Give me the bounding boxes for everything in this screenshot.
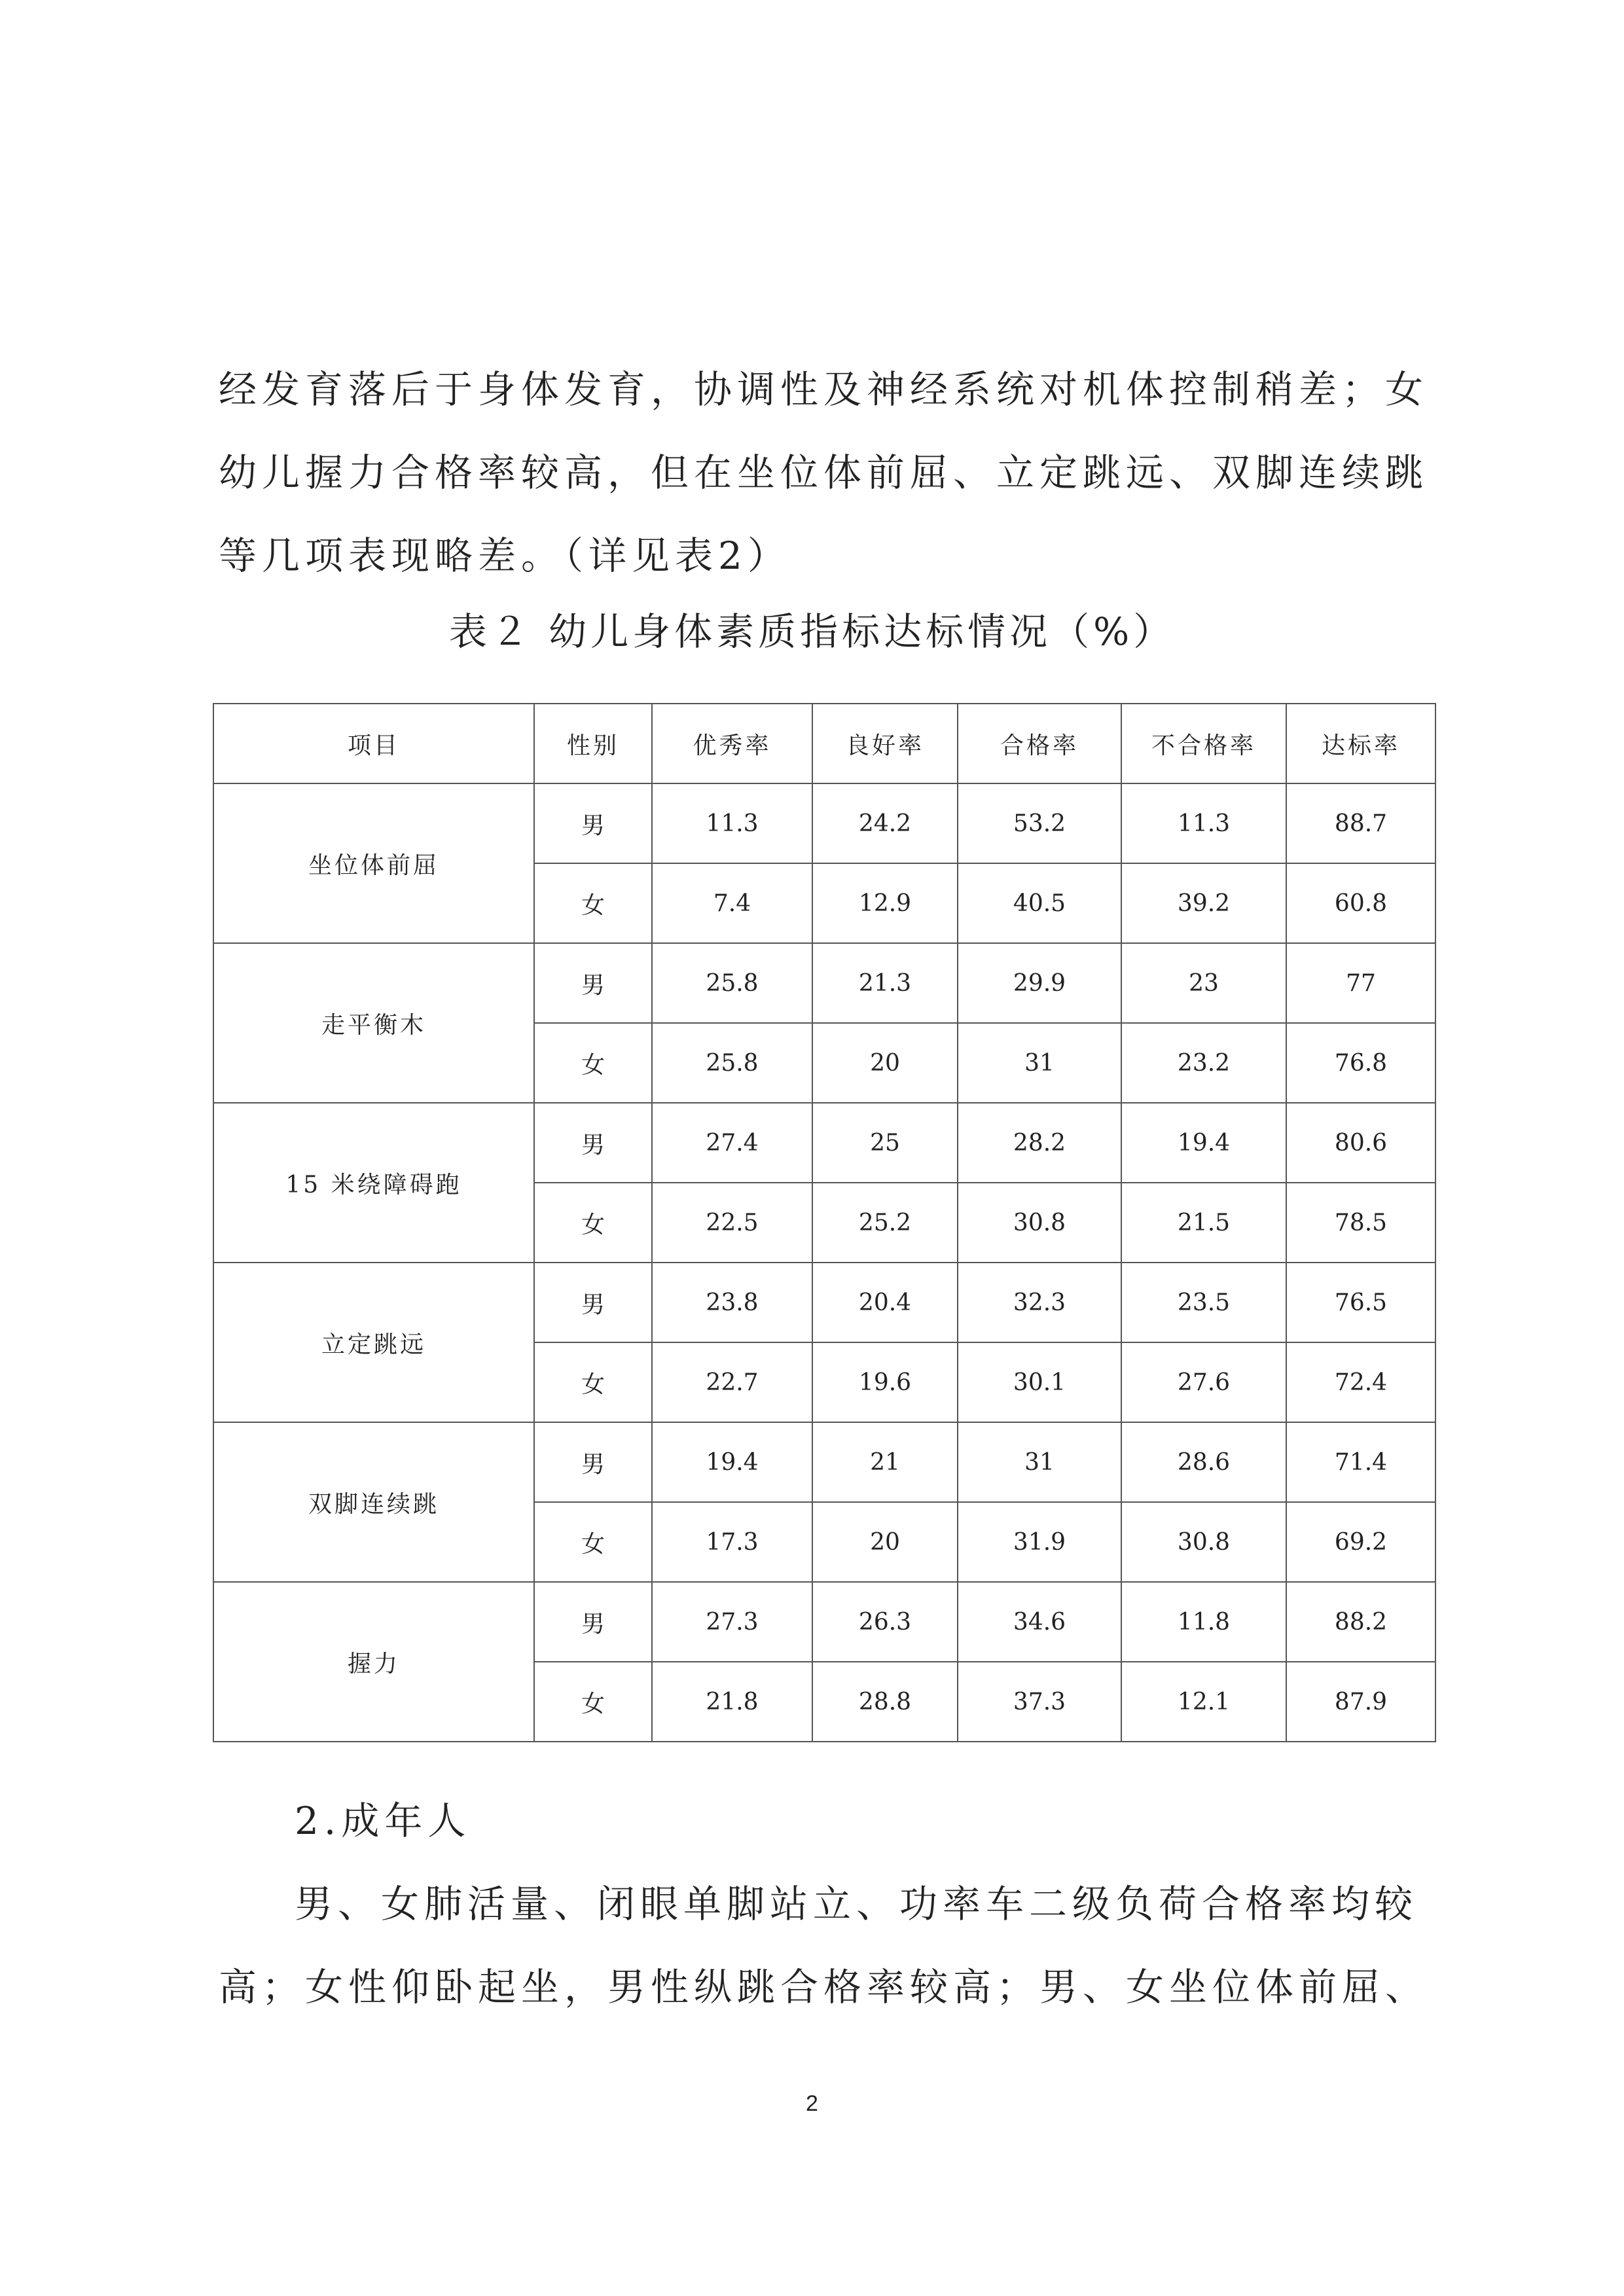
value-cell: 88.7: [1286, 783, 1435, 863]
value-cell: 24.2: [812, 783, 958, 863]
value-cell: 80.6: [1286, 1103, 1435, 1183]
value-cell: 87.9: [1286, 1662, 1435, 1742]
sex-cell: 男: [534, 1422, 652, 1502]
value-cell: 23.5: [1121, 1263, 1286, 1342]
sex-cell: 女: [534, 1183, 652, 1263]
value-cell: 60.8: [1286, 863, 1435, 943]
value-cell: 12.9: [812, 863, 958, 943]
value-cell: 25.2: [812, 1183, 958, 1263]
header-sex: 性别: [534, 704, 652, 783]
value-cell: 53.2: [958, 783, 1121, 863]
intro-line: 等几项表现略差。（详见表2）: [219, 533, 791, 578]
value-cell: 26.3: [812, 1582, 958, 1662]
header-item: 项目: [213, 704, 534, 783]
value-cell: 22.7: [652, 1342, 812, 1422]
item-cell: 坐位体前屈: [213, 783, 534, 943]
value-cell: 27.3: [652, 1582, 812, 1662]
fitness-table-container: [213, 703, 1436, 1742]
section-heading: 2.成年人: [295, 1799, 471, 1843]
value-cell: 7.4: [652, 863, 812, 943]
value-cell: 39.2: [1121, 863, 1286, 943]
header-good-rate: 良好率: [812, 704, 958, 783]
sex-cell: 女: [534, 1662, 652, 1742]
table-caption: 表２ 幼儿身体素质指标达标情况（%）: [448, 609, 1176, 654]
value-cell: 27.4: [652, 1103, 812, 1183]
sex-cell: 女: [534, 1023, 652, 1103]
sex-cell: 男: [534, 943, 652, 1023]
value-cell: 76.8: [1286, 1023, 1435, 1103]
value-cell: 22.5: [652, 1183, 812, 1263]
value-cell: 31: [958, 1023, 1121, 1103]
page-number: 2: [806, 2091, 818, 2116]
value-cell: 72.4: [1286, 1342, 1435, 1422]
sex-cell: 男: [534, 783, 652, 863]
sex-cell: 女: [534, 1342, 652, 1422]
value-cell: 32.3: [958, 1263, 1121, 1342]
table-row: [213, 943, 1435, 1023]
value-cell: 30.8: [1121, 1502, 1286, 1582]
item-cell: 15 米绕障碍跑: [213, 1103, 534, 1263]
value-cell: 19.4: [1121, 1103, 1286, 1183]
table-row: [213, 1422, 1435, 1502]
value-cell: 20.4: [812, 1263, 958, 1342]
value-cell: 12.1: [1121, 1662, 1286, 1742]
value-cell: 76.5: [1286, 1263, 1435, 1342]
header-pass-rate: 合格率: [958, 704, 1121, 783]
header-excellent-rate: 优秀率: [652, 704, 812, 783]
value-cell: 28.6: [1121, 1422, 1286, 1502]
header-standard-rate: 达标率: [1286, 704, 1435, 783]
value-cell: 23.2: [1121, 1023, 1286, 1103]
sex-cell: 男: [534, 1263, 652, 1342]
item-cell: 走平衡木: [213, 943, 534, 1103]
body-paragraph: [219, 1863, 1429, 2029]
value-cell: 27.6: [1121, 1342, 1286, 1422]
table-header-row: [213, 704, 1435, 783]
value-cell: 28.2: [958, 1103, 1121, 1183]
body-line: 男、女肺活量、闭眼单脚站立、功率车二级负荷合格率均较: [295, 1882, 1418, 1926]
value-cell: 21.5: [1121, 1183, 1286, 1263]
value-cell: 29.9: [958, 943, 1121, 1023]
value-cell: 77: [1286, 943, 1435, 1023]
table-body: [213, 783, 1435, 1742]
sex-cell: 男: [534, 1582, 652, 1662]
value-cell: 28.8: [812, 1662, 958, 1742]
intro-paragraph: [219, 348, 1429, 598]
value-cell: 19.6: [812, 1342, 958, 1422]
sex-cell: 男: [534, 1103, 652, 1183]
value-cell: 11.3: [1121, 783, 1286, 863]
value-cell: 25: [812, 1103, 958, 1183]
value-cell: 69.2: [1286, 1502, 1435, 1582]
item-cell: 握力: [213, 1582, 534, 1742]
value-cell: 40.5: [958, 863, 1121, 943]
value-cell: 21.8: [652, 1662, 812, 1742]
value-cell: 11.3: [652, 783, 812, 863]
value-cell: 19.4: [652, 1422, 812, 1502]
value-cell: 20: [812, 1502, 958, 1582]
value-cell: 17.3: [652, 1502, 812, 1582]
value-cell: 37.3: [958, 1662, 1121, 1742]
value-cell: 88.2: [1286, 1582, 1435, 1662]
value-cell: 21: [812, 1422, 958, 1502]
value-cell: 31: [958, 1422, 1121, 1502]
value-cell: 23.8: [652, 1263, 812, 1342]
intro-line: 幼儿握力合格率较高，但在坐位体前屈、立定跳远、双脚连续跳: [219, 450, 1429, 495]
fitness-table: [213, 703, 1436, 1742]
table-row: [213, 1263, 1435, 1342]
table-row: [213, 783, 1435, 863]
sex-cell: 女: [534, 1502, 652, 1582]
table-row: [213, 1103, 1435, 1183]
value-cell: 78.5: [1286, 1183, 1435, 1263]
sex-cell: 女: [534, 863, 652, 943]
value-cell: 30.1: [958, 1342, 1121, 1422]
value-cell: 20: [812, 1023, 958, 1103]
value-cell: 25.8: [652, 943, 812, 1023]
body-line: 高；女性仰卧起坐，男性纵跳合格率较高；男、女坐位体前屈、: [219, 1965, 1429, 2009]
value-cell: 30.8: [958, 1183, 1121, 1263]
table-row: [213, 1582, 1435, 1662]
value-cell: 23: [1121, 943, 1286, 1023]
value-cell: 34.6: [958, 1582, 1121, 1662]
item-cell: 双脚连续跳: [213, 1422, 534, 1582]
value-cell: 71.4: [1286, 1422, 1435, 1502]
item-cell: 立定跳远: [213, 1263, 534, 1422]
value-cell: 25.8: [652, 1023, 812, 1103]
value-cell: 31.9: [958, 1502, 1121, 1582]
header-fail-rate: 不合格率: [1121, 704, 1286, 783]
value-cell: 11.8: [1121, 1582, 1286, 1662]
value-cell: 21.3: [812, 943, 958, 1023]
intro-line: 经发育落后于身体发育，协调性及神经系统对机体控制稍差；女: [219, 367, 1429, 412]
